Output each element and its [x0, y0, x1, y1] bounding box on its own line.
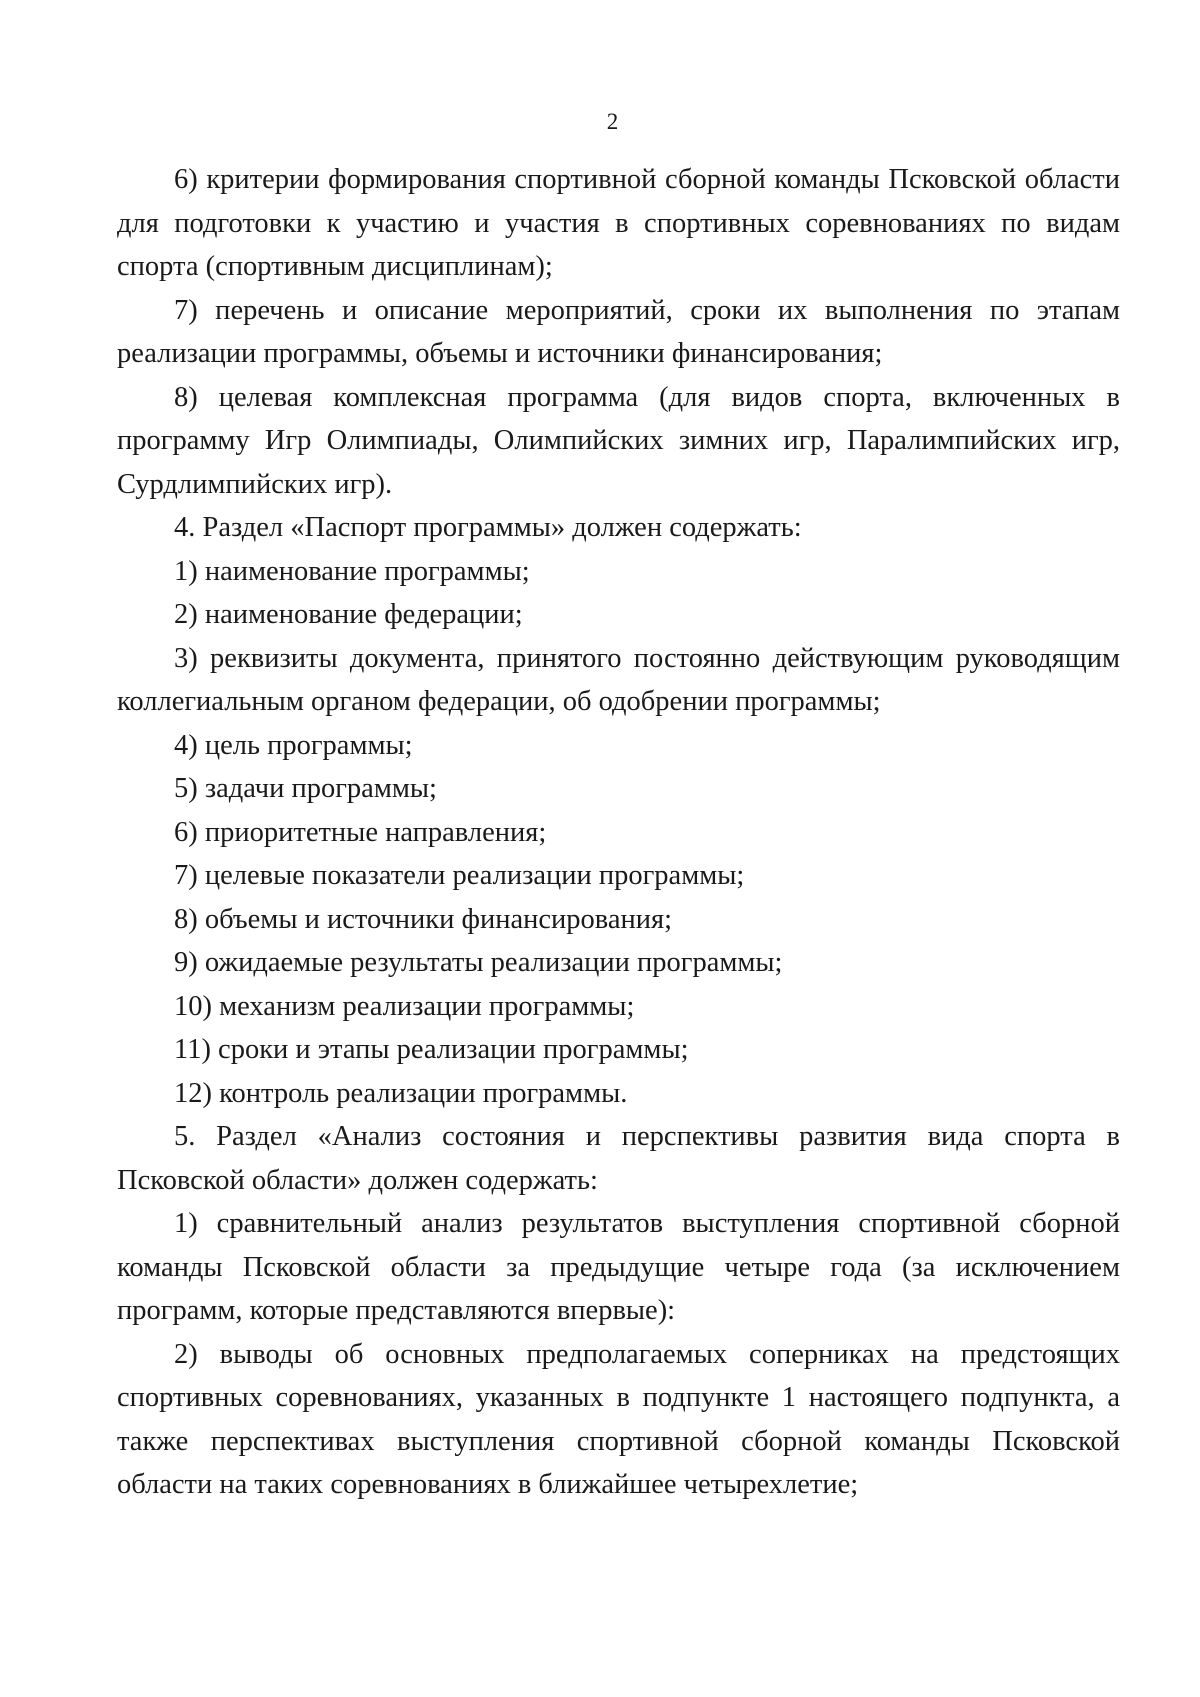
paragraph	[117, 1333, 1120, 1507]
text-line: 4. Раздел «Паспорт программы» должен содержать:	[174, 512, 802, 543]
text-line: 3) реквизиты документа, принятого постоянно действующим	[174, 642, 944, 674]
paragraph	[117, 1072, 1120, 1116]
text-line: 5) задачи программы;	[174, 773, 437, 804]
paragraph	[117, 1202, 1120, 1333]
text-line: 6) критерии формирования спортивной сборной команды Псковской	[174, 164, 1017, 195]
text-line: команды Псковской области за предыдущие четыре года (за исключением	[117, 1251, 1120, 1283]
text-line: 7) целевые показатели реализации программы;	[174, 860, 745, 891]
text-line: 2) наименование федерации;	[174, 599, 523, 630]
paragraph	[117, 854, 1120, 898]
text-line: по видам спорта (спортивным дисциплинам);	[117, 207, 1121, 282]
text-line: 1) сравнительный анализ результатов выступления спортивной сборной	[174, 1208, 1120, 1239]
text-line: 4) цель программы;	[174, 729, 413, 761]
text-line: 12) контроль реализации программы.	[174, 1077, 628, 1109]
paragraph	[117, 376, 1120, 507]
paragraph	[117, 506, 1120, 550]
page-number: 2	[606, 109, 619, 134]
paragraph	[117, 593, 1120, 637]
text-line: 10) механизм реализации программы;	[174, 990, 635, 1022]
paragraph	[117, 1115, 1120, 1202]
paragraph	[117, 550, 1120, 594]
text-line: сборной команды Псковской области на таких соревнованиях	[117, 1425, 1120, 1500]
paragraph	[117, 1028, 1120, 1072]
paragraph	[117, 158, 1120, 289]
text-line: игр, Сурдлимпийских игр).	[117, 425, 1121, 500]
text-line: по этапам реализации программы, объемы и источники финансирования;	[117, 294, 1121, 369]
text-line: в Псковской области» должен содержать:	[117, 1121, 1120, 1196]
text-line: 1) наименование программы;	[174, 555, 530, 587]
text-line: 11) сроки и этапы реализации программы;	[174, 1034, 689, 1065]
text-line: на предстоящих спортивных соревнованиях, указанных в подпункте 1	[117, 1338, 1121, 1413]
text-line: 6) приоритетные направления;	[174, 816, 547, 848]
text-line: 2) выводы об основных предполагаемых соперниках	[174, 1338, 889, 1370]
text-line: 8) целевая комплексная программа (для видов спорта, включенных	[174, 381, 1086, 413]
text-line: 8) объемы и источники финансирования;	[174, 903, 673, 935]
paragraph	[117, 941, 1120, 985]
text-line: программ, которые представляются впервые):	[117, 1295, 676, 1326]
paragraph	[117, 724, 1120, 768]
paragraph	[117, 767, 1120, 811]
paragraph	[117, 898, 1120, 942]
text-line: руководящим коллегиальным органом федерации, об одобрении программы;	[117, 642, 1120, 717]
paragraph	[117, 637, 1120, 724]
text-line: 5. Раздел «Анализ состояния и перспективы развития вида спорта	[174, 1121, 1086, 1152]
paragraph	[117, 289, 1120, 376]
document-body	[117, 158, 1120, 1507]
text-line: в ближайшее четырехлетие;	[517, 1469, 859, 1500]
paragraph	[117, 985, 1120, 1029]
text-line: в программу Игр Олимпиады, Олимпийских зимних игр, Паралимпийских	[117, 381, 1121, 456]
text-line: 7) перечень и описание мероприятий, сроки их выполнения	[174, 294, 973, 326]
text-line: области для подготовки к участию и участия в спортивных соревнованиях	[117, 164, 1121, 239]
paragraph	[117, 811, 1120, 855]
text-line: 9) ожидаемые результаты реализации программы;	[174, 947, 783, 978]
text-line: настоящего подпункта, а также перспективах выступления спортивной	[117, 1382, 1121, 1457]
